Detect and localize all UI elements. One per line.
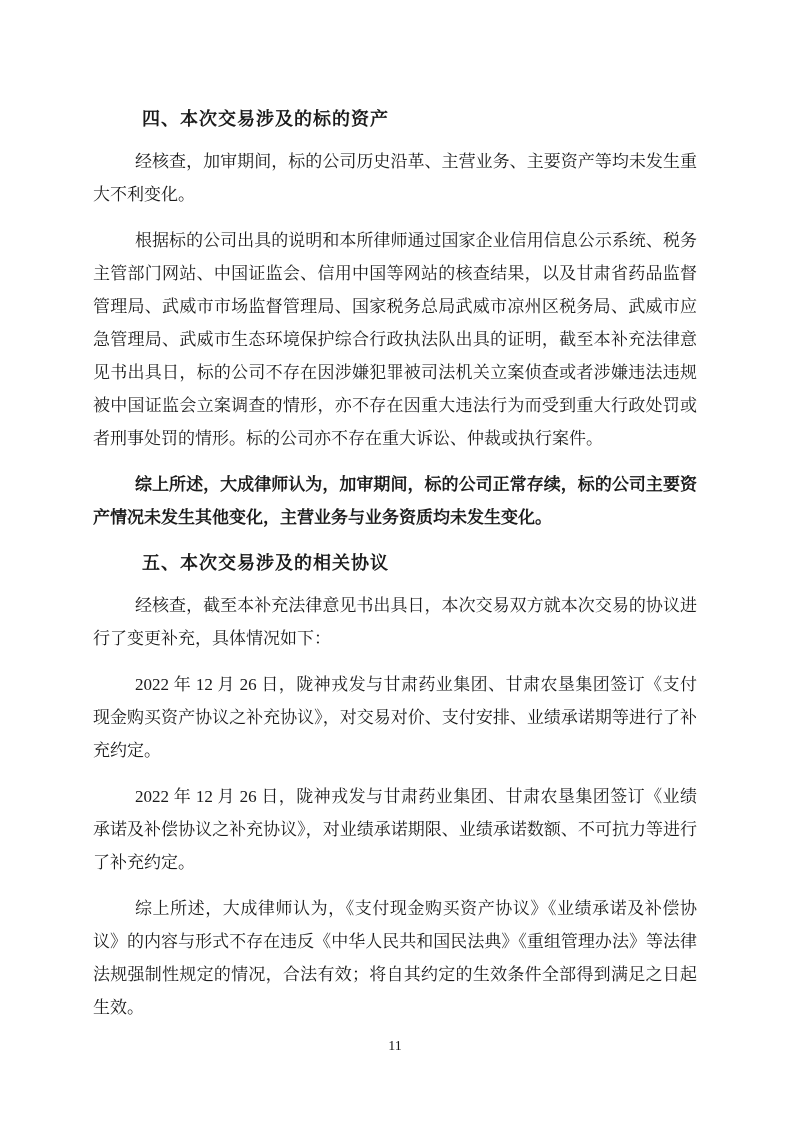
paragraph-supplement-payment-agreement: 2022 年 12 月 26 日，陇神戎发与甘肃药业集团、甘肃农垦集团签订《支付现金购买资产协议之补充协议》，对交易对价、支付安排、业绩承诺期等进行了补充约定。: [93, 675, 697, 760]
section-heading-5: 五、本次交易涉及的相关协议: [142, 553, 389, 573]
page-number: 11: [388, 1039, 402, 1054]
paragraph-review-summary: 经核查，加审期间，标的公司历史沿革、主营业务、主要资产等均未发生重大不利变化。: [93, 152, 697, 204]
paragraph-lawyer-conclusion-agreements: 综上所述，大成律师认为，《支付现金购买资产协议》《业绩承诺及补偿协议》的内容与形式不存在违反《中华人民共和国民法典》《重组管理办法》等法律法规强制性规定的情况，合法有效；将自其约定的生效条件全部得到满足之日起生效。: [93, 899, 697, 1017]
section-heading-4: 四、本次交易涉及的标的资产: [142, 109, 389, 129]
paragraph-agreement-intro: 经核查，截至本补充法律意见书出具日，本次交易双方就本次交易的协议进行了变更补充，具体情况如下：: [93, 596, 697, 648]
paragraph-supplement-performance-agreement: 2022 年 12 月 26 日，陇神戎发与甘肃药业集团、甘肃农垦集团签订《业绩承诺及补偿协议之补充协议》，对业绩承诺期限、业绩承诺数额、不可抗力等进行了补充约定。: [93, 787, 697, 872]
paragraph-lawyer-conclusion-assets: 综上所述，大成律师认为，加审期间，标的公司正常存续，标的公司主要资产情况未发生其他变化，主营业务与业务资质均未发生变化。: [93, 475, 697, 527]
paragraph-verification-detail: 根据标的公司出具的说明和本所律师通过国家企业信用信息公示系统、税务主管部门网站、中国证监会、信用中国等网站的核查结果，以及甘肃省药品监督管理局、武威市市场监督管理局、国家税务总局武威市凉州区税务局、武威市应急管理局、武威市生态环境保护综合行政执法队出具的证明，截至本补充法律意见书出具日，标的公司不存在因涉嫌犯罪被司法机关立案侦查或者涉嫌违法违规被中国证监会立案调查的情形，亦不存在因重大违法行为而受到重大行政处罚或者刑事处罚的情形。标的公司亦不存在重大诉讼、仲裁或执行案件。: [93, 231, 697, 448]
